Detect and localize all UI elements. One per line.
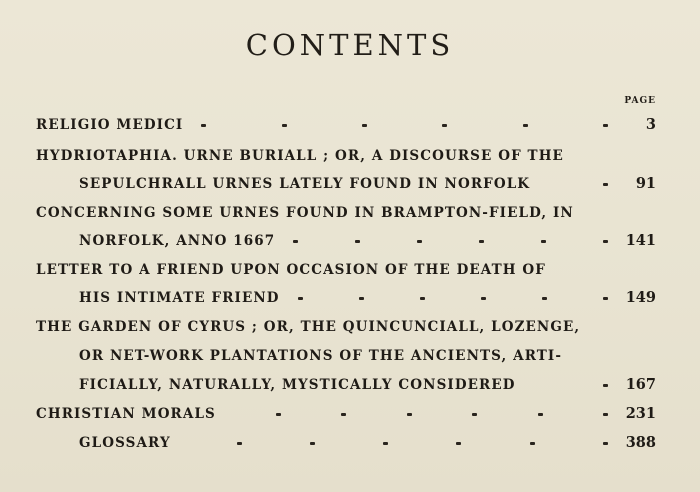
toc-entry-title: NORFOLK, ANNO 1667 bbox=[79, 233, 276, 249]
toc-page-number: 91 bbox=[635, 175, 656, 192]
toc-page-number: 149 bbox=[625, 289, 656, 306]
toc-entry-hydriotaphia-line-1: HYDRIOTAPHIA. URNE BURIALL ; OR, A DISCOURSE OF THE bbox=[36, 148, 564, 164]
toc-entry-garden-line-2: OR NET-WORK PLANTATIONS OF THE ANCIENTS, ARTI- bbox=[79, 348, 563, 364]
toc-page-number: 388 bbox=[625, 434, 656, 451]
toc-page-number: 231 bbox=[625, 405, 656, 422]
dot-leaders bbox=[201, 113, 608, 137]
toc-entry-brampton-line-1: CONCERNING SOME URNES FOUND IN BRAMPTON-FIELD, IN bbox=[36, 205, 574, 221]
dot-leaders bbox=[276, 402, 608, 426]
dot-leaders bbox=[237, 431, 608, 455]
toc-entry-title: HIS INTIMATE FRIEND bbox=[79, 290, 280, 306]
toc-entry-title: GLOSSARY bbox=[79, 435, 171, 451]
toc-entry-title: RELIGIO MEDICI bbox=[36, 117, 184, 133]
toc-entry-letter-line-1: LETTER TO A FRIEND UPON OCCASION OF THE DEATH OF bbox=[36, 262, 546, 278]
toc-page-number: 167 bbox=[625, 376, 656, 393]
toc-entry-garden-line-1: THE GARDEN OF CYRUS ; OR, THE QUINCUNCIALL, LOZENGE, bbox=[36, 319, 581, 335]
page-title: CONTENTS bbox=[245, 28, 455, 62]
toc-entry-hydriotaphia-line-2 bbox=[79, 172, 616, 196]
dot-leaders bbox=[298, 286, 608, 310]
dot-leaders bbox=[293, 229, 608, 253]
toc-entry-brampton-line-2 bbox=[79, 229, 616, 253]
toc-entry-religio-medici bbox=[36, 113, 616, 137]
toc-entry-christian-morals bbox=[36, 402, 616, 426]
toc-entry-title: SEPULCHRALL URNES LATELY FOUND IN NORFOLK bbox=[79, 176, 531, 192]
toc-entry-glossary bbox=[79, 431, 616, 455]
toc-entry-title: FICIALLY, NATURALLY, MYSTICALLY CONSIDERED bbox=[79, 377, 516, 393]
toc-entry-garden-line-3 bbox=[79, 373, 616, 397]
toc-page-number: 3 bbox=[645, 116, 656, 133]
page-column-label: PAGE bbox=[624, 96, 656, 106]
toc-page-number: 141 bbox=[625, 232, 656, 249]
toc-entry-letter-line-2 bbox=[79, 286, 616, 310]
toc-entry-title: CHRISTIAN MORALS bbox=[36, 406, 216, 422]
